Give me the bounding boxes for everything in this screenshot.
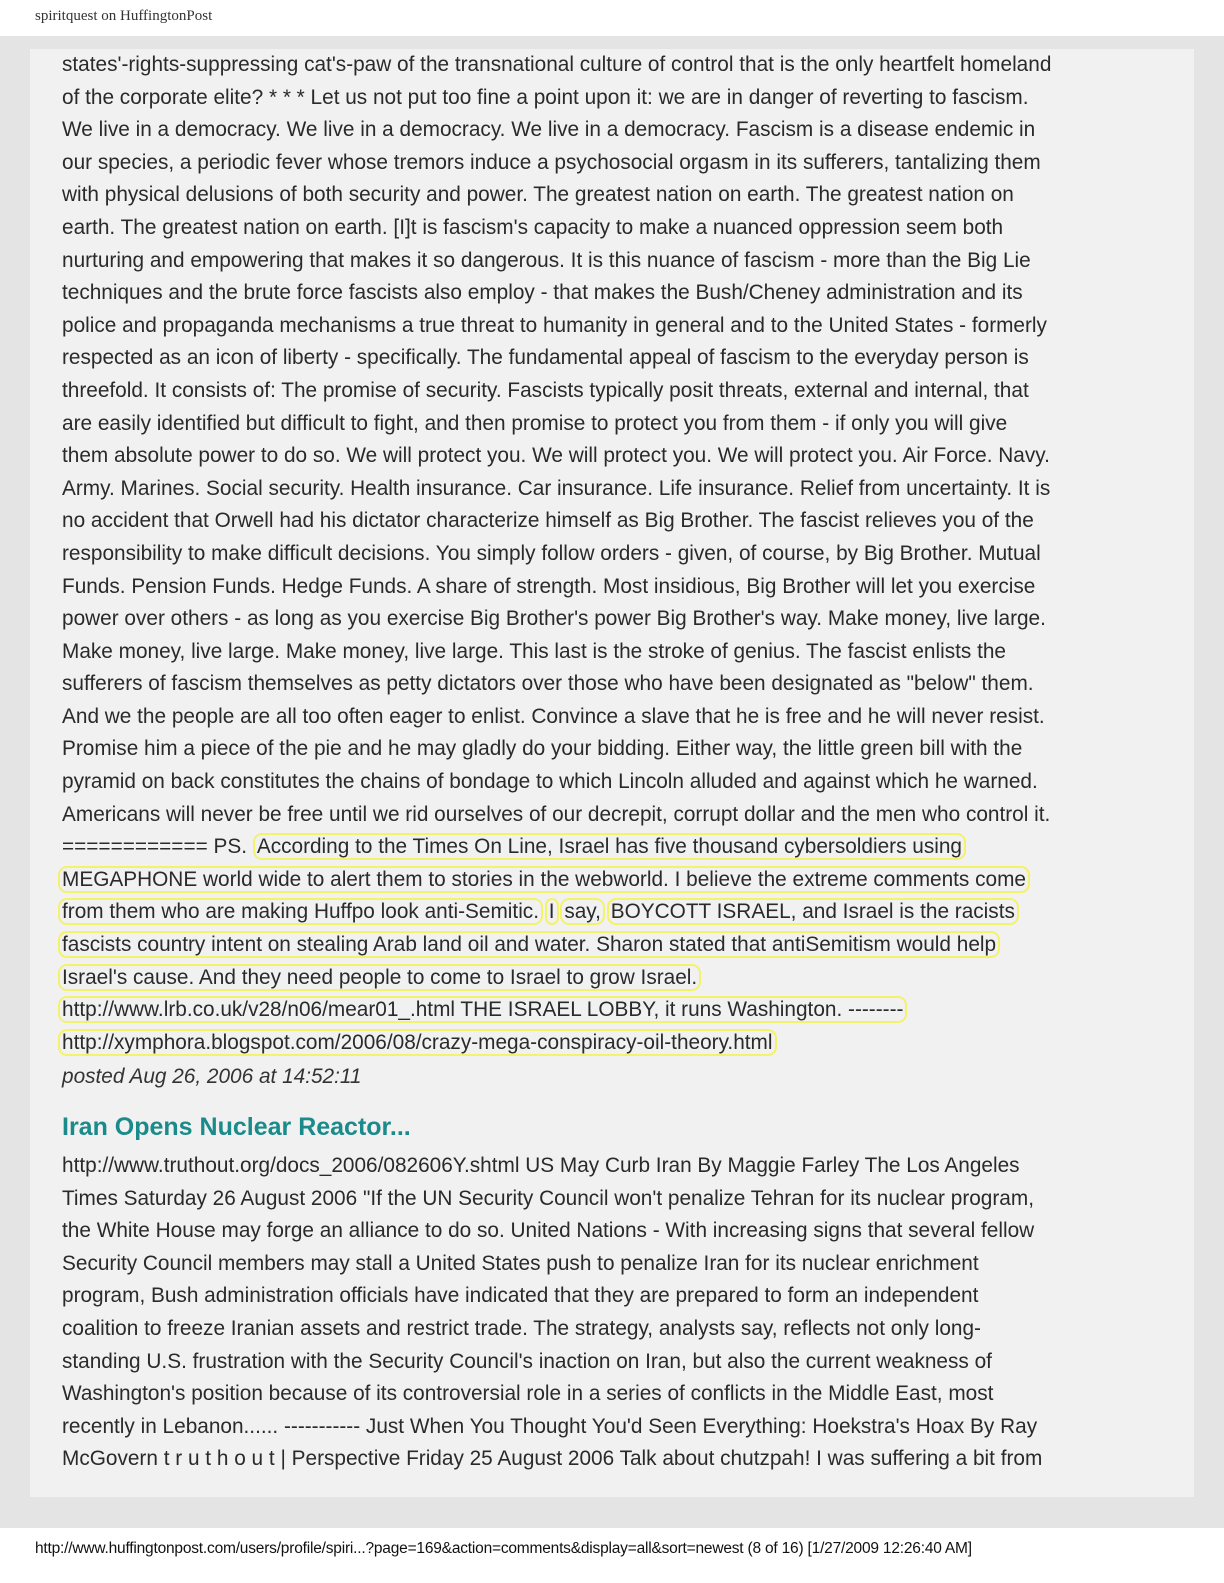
comment-line: Promise him a piece of the pie and he may gladly do your bidding. Either way, the little green bill with the — [62, 737, 1023, 761]
comment-line: nurturing and empowering that makes it so dangerous. It is this nuance of fascism - more than the Big Lie — [62, 248, 1031, 272]
highlight-box: According to the Times On Line, Israel has five thousand cybersoldiers using — [253, 833, 966, 860]
comment-line: no accident that Orwell had his dictator characterize himself as Big Brother. The fascist relieves you of the — [62, 509, 1034, 533]
ps-prefix: ============ PS. — [62, 835, 248, 859]
comment-line: And we the people are all too often eager to enlist. Convince a slave that he is free and he will never resist. — [62, 704, 1045, 728]
comment-line: them absolute power to do so. We will protect you. We will protect you. We will protect you. Air Force. Navy. — [62, 444, 1050, 468]
comment-line: sufferers of fascism themselves as petty dictators over those who have been designated as "below" them. — [62, 672, 1034, 696]
highlight-box: http://www.lrb.co.uk/v28/n06/mear01_.html THE ISRAEL LOBBY, it runs Washington. -------- — [58, 996, 907, 1023]
highlighted-line — [62, 864, 1194, 897]
highlighted-line — [62, 962, 1194, 995]
post-line: McGovern t r u t h o u t | Perspective Friday 25 August 2006 Talk about chutzpah! I was suffering a bit from — [62, 1447, 1043, 1471]
highlight-box: MEGAPHONE world wide to alert them to stories in the webworld. I believe the extreme comments come — [58, 866, 1030, 893]
comment-line: with physical delusions of both security and power. The greatest nation on earth. The greatest nation on — [62, 183, 1014, 207]
highlight-box: from them who are making Huffpo look anti-Semitic. — [58, 898, 543, 925]
comment-line: respected as an icon of liberty - specifically. The fundamental appeal of fascism to the everyday person is — [62, 346, 1029, 370]
comment-line: power over others - as long as you exercise Big Brother's power Big Brother's way. Make money, live large. — [62, 607, 1046, 631]
highlight-box: http://xymphora.blogspot.com/2006/08/crazy-mega-conspiracy-oil-theory.html — [58, 1029, 777, 1056]
post-line: Washington's position because of its controversial role in a series of conflicts in the Middle East, most — [62, 1382, 994, 1406]
post-line: coalition to freeze Iranian assets and restrict trade. The strategy, analysts say, reflects not only long- — [62, 1316, 981, 1340]
highlighted-line — [62, 896, 1194, 929]
post-line: standing U.S. frustration with the Security Council's inaction on Iran, but also the current weakness of — [62, 1349, 992, 1373]
highlighted-line — [62, 929, 1194, 962]
highlight-box: Israel's cause. And they need people to come to Israel to grow Israel. — [58, 964, 701, 991]
comment-line: Funds. Pension Funds. Hedge Funds. A share of strength. Most insidious, Big Brother will let you exercise — [62, 574, 1036, 598]
comment-line: responsibility to make difficult decisions. You simply follow orders - given, of course, by Big Brother. Mutual — [62, 541, 1041, 565]
post-title-link[interactable]: Iran Opens Nuclear Reactor... — [62, 1113, 411, 1141]
comment-body — [62, 49, 1194, 1059]
post-line: Times Saturday 26 August 2006 "If the UN Security Council won't penalize Tehran for its nuclear program, — [62, 1186, 1034, 1210]
highlighted-line — [62, 1027, 1194, 1060]
post-line: http://www.truthout.org/docs_2006/082606Y.shtml US May Curb Iran By Maggie Farley The Los Angeles — [62, 1154, 1020, 1177]
print-header: spiritquest on HuffingtonPost — [35, 8, 213, 24]
comment-line: of the corporate elite? * * * Let us not put too fine a point upon it: we are in danger of reverting to fascism. — [62, 85, 1029, 109]
comment-line: police and propaganda mechanisms a true threat to humanity in general and to the United States - formerly — [62, 313, 1047, 337]
print-footer: http://www.huffingtonpost.com/users/profile/spiri...?page=169&action=comments&display=all&sort=newest (8 of 16) [1/27/2009 12:26:40 AM] — [35, 1540, 972, 1557]
highlight-box: BOYCOTT ISRAEL, and Israel is the racists — [607, 898, 1019, 925]
comment-line: Army. Marines. Social security. Health insurance. Car insurance. Life insurance. Relief from uncertainty. It is — [62, 476, 1051, 500]
comment-line: threefold. It consists of: The promise of security. Fascists typically posit threats, external and internal, that — [62, 378, 1029, 402]
post-line: Security Council members may stall a United States push to penalize Iran for its nuclear enrichment — [62, 1251, 979, 1275]
post-line: recently in Lebanon...... ----------- Just When You Thought You'd Seen Everything: Hoekstra's Hoax By Ray — [62, 1414, 1038, 1438]
highlight-box: say, — [560, 898, 605, 925]
comment-line: We live in a democracy. We live in a democracy. We live in a democracy. Fascism is a disease endemic in — [62, 118, 1036, 142]
post-body — [62, 1150, 1194, 1476]
comment-line: techniques and the brute force fascists also employ - that makes the Bush/Cheney administration and its — [62, 281, 1023, 305]
posted-timestamp: posted Aug 26, 2006 at 14:52:11 — [62, 1065, 362, 1089]
highlight-box: fascists country intent on stealing Arab land oil and water. Sharon stated that antiSemitism would help — [58, 931, 1000, 958]
ps-line — [62, 831, 1194, 864]
comment-line: states'-rights-suppressing cat's-paw of the transnational culture of control that is the only heartfelt homeland — [62, 53, 1052, 76]
comment-line: Make money, live large. Make money, live large. This last is the stroke of genius. The fascist enlists the — [62, 639, 1006, 663]
content-panel — [30, 49, 1194, 1497]
comment-line: pyramid on back constitutes the chains of bondage to which Lincoln alluded and against which he warned. — [62, 770, 1038, 794]
comment-line: Americans will never be free until we rid ourselves of our decrepit, corrupt dollar and the men who control it. — [62, 802, 1051, 826]
highlighted-line — [62, 994, 1194, 1027]
post-line: program, Bush administration officials have indicated that they are prepared to form an independent — [62, 1284, 979, 1308]
post-line: the White House may forge an alliance to do so. United Nations - With increasing signs that several fellow — [62, 1219, 1035, 1243]
comment-line: our species, a periodic fever whose tremors induce a psychosocial orgasm in its sufferers, tantalizing them — [62, 150, 1041, 174]
highlight-box: I — [545, 898, 559, 925]
comment-line: are easily identified but difficult to fight, and then promise to protect you from them - if only you will give — [62, 411, 1008, 435]
comment-line: earth. The greatest nation on earth. [I]t is fascism's capacity to make a nuanced oppression seem both — [62, 215, 1004, 239]
